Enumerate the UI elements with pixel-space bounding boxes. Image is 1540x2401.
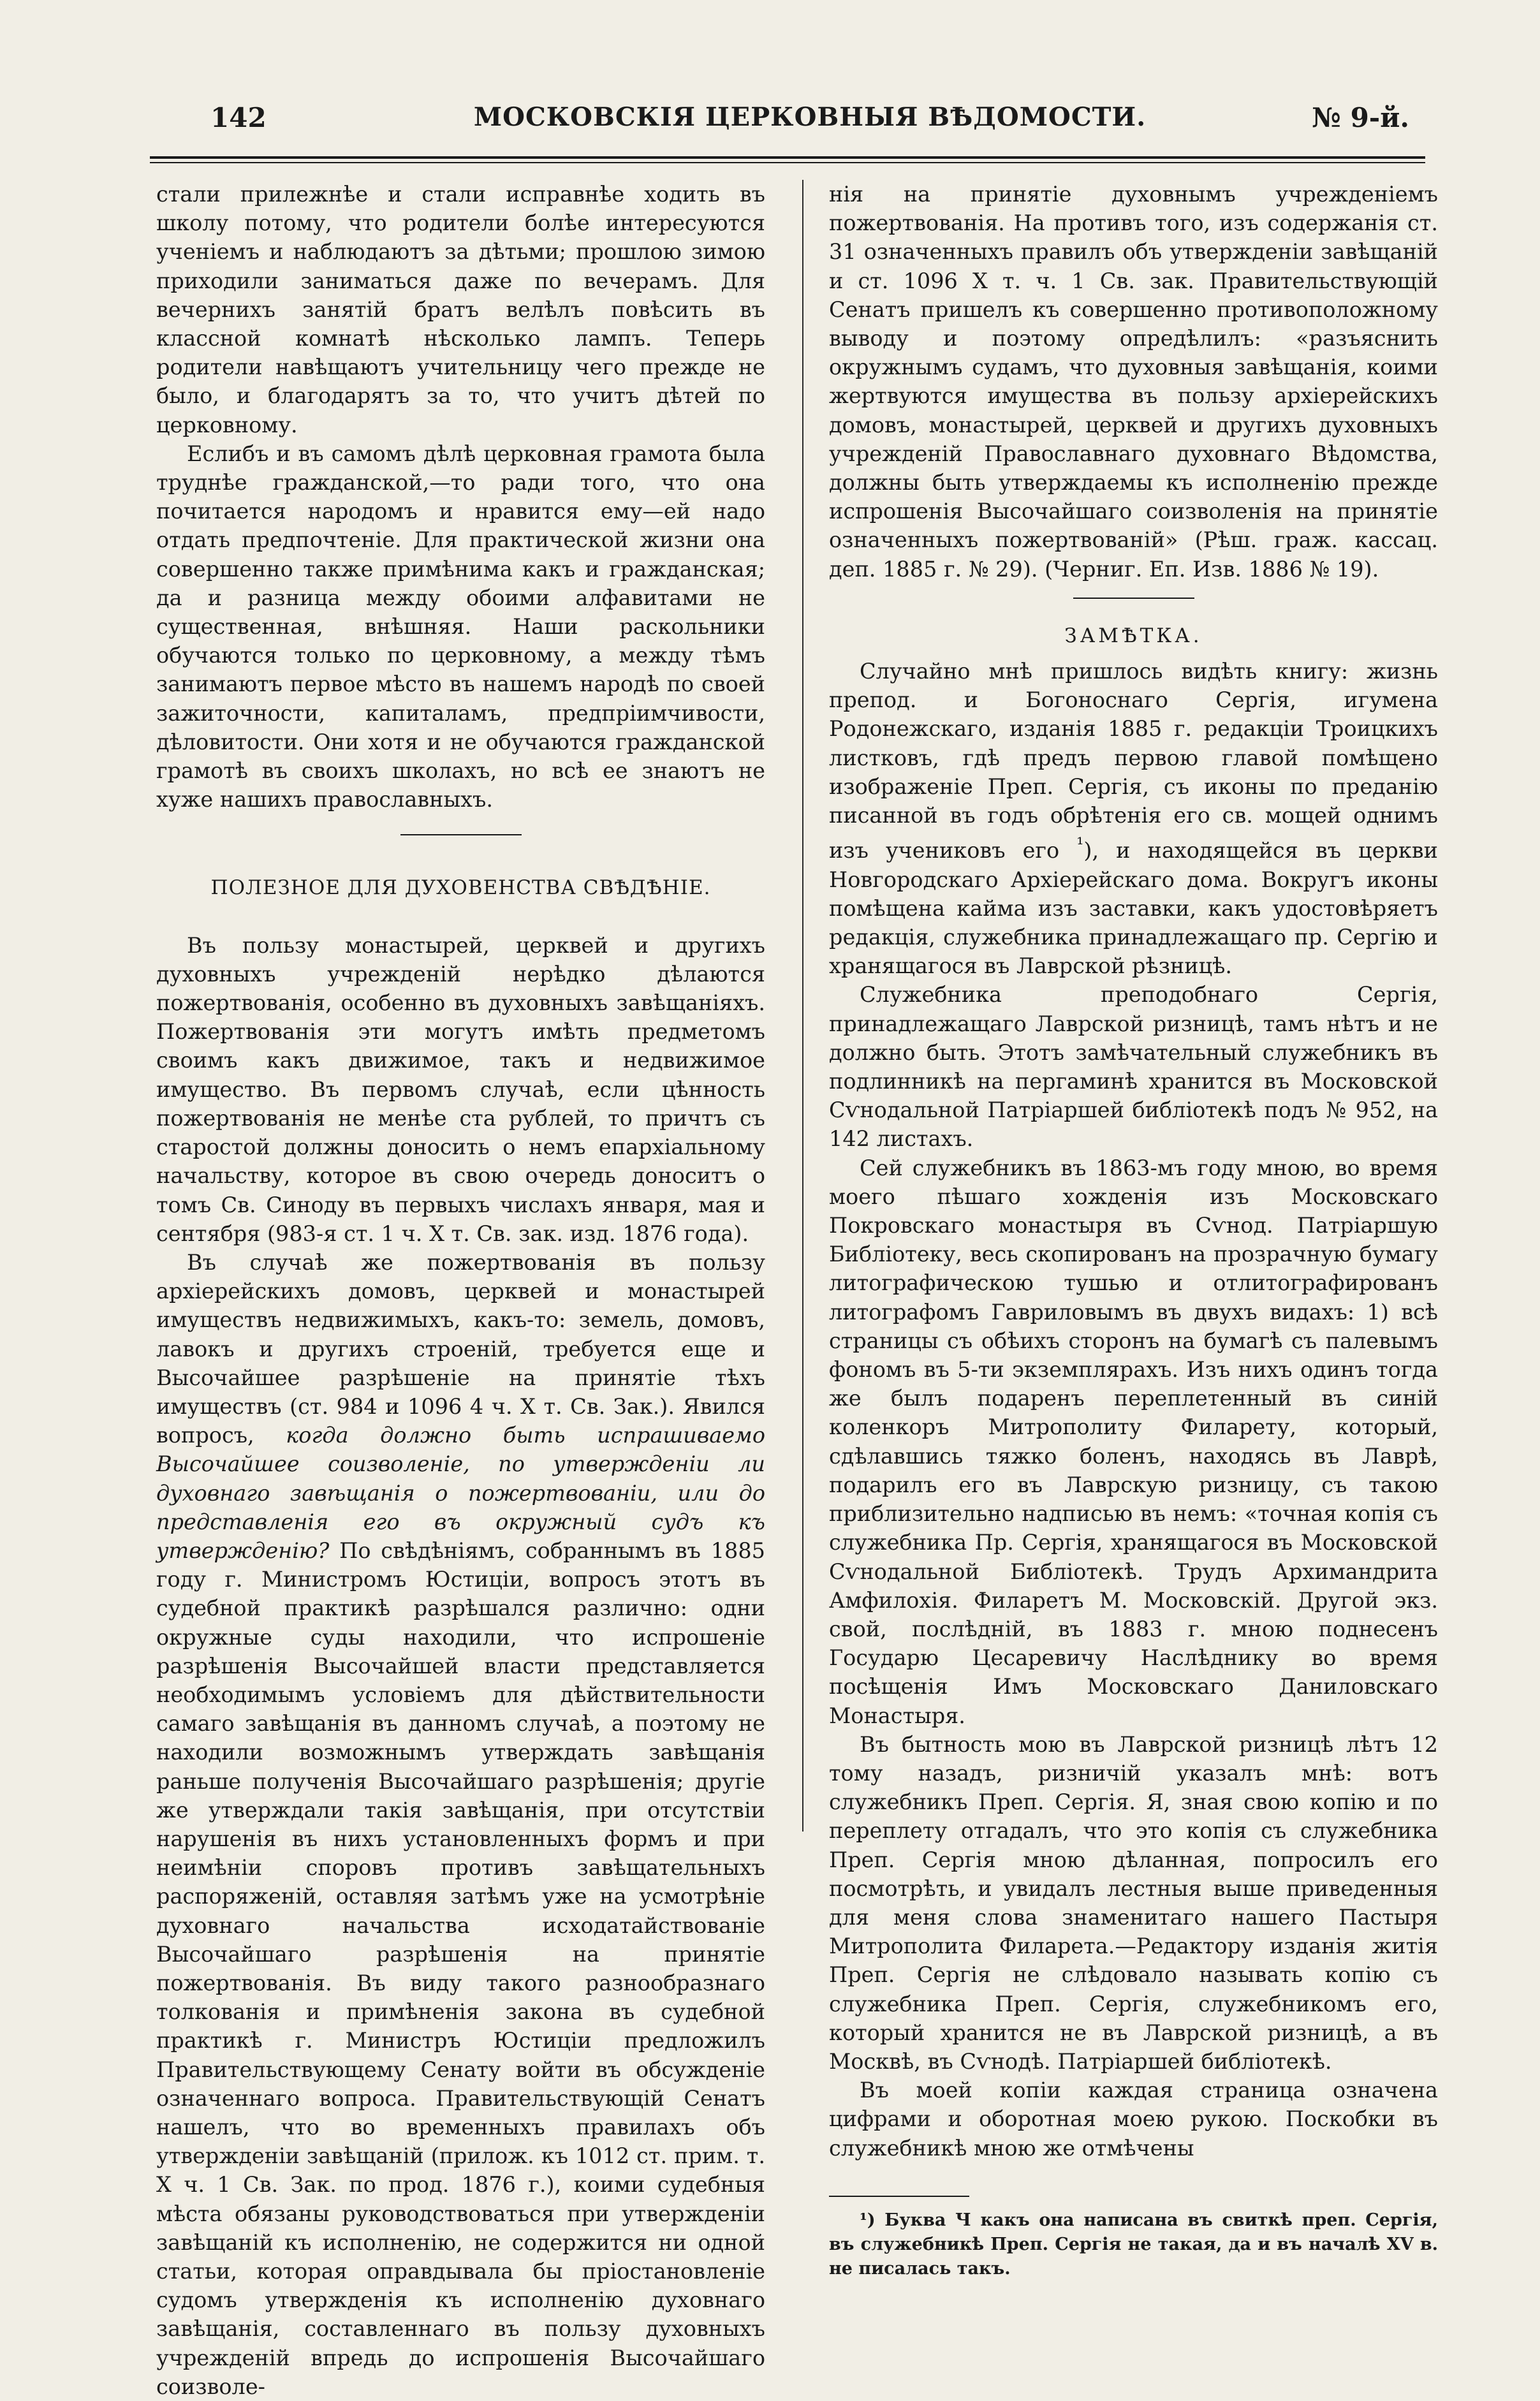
italic-question: когда должно быть испрашиваемо Высочайшее соизволеніе, по утвержденіи ли духовнаго завѣщанія о пожертвованіи, или до представленія его въ окружный судъ къ утвержденію?: [156, 1423, 765, 1563]
section-heading: ЗАМѢТКА.: [1064, 624, 1203, 647]
header-rule-thin: [150, 162, 1425, 163]
section-separator: [1073, 598, 1194, 599]
right-column: [829, 180, 1438, 2281]
paragraph: стали прилежнѣе и стали исправнѣе ходить въ школу потому, что родители болѣе интересуются ученіемъ и наблюдаютъ за дѣтьми; прошлою зимою приходили заниматься даже по вечерамъ. Для вечернихъ занятій братъ велѣлъ повѣсить въ классной комнатѣ нѣсколько лампъ. Теперь родители навѣщаютъ учительницу чего прежде не было, и благодарятъ за то, что учитъ дѣтей по церковному.: [156, 182, 765, 437]
footnote-rule: [829, 2196, 969, 2197]
paragraph: Сей служебникъ въ 1863-мъ году мною, во время моего пѣшаго хожденія изъ Московскаго Покровскаго монастыря въ Сѵнод. Патріаршую Библіотеку, весь скопированъ на прозрачную бумагу литографическою тушью и отлитографированъ литографомъ Гавриловымъ въ двухъ видахъ: 1) всѣ страницы съ обѣихъ сторонъ на бумагѣ съ палевымъ фономъ въ 5-ти экземплярахъ. Изъ нихъ одинъ тогда же былъ подаренъ переплетенный въ синій коленкоръ Митрополиту Филарету, который, сдѣлавшись тяжко боленъ, находясь въ Лаврѣ, подарилъ его въ Лаврскую ризницу, съ такою приблизительно надписью въ немъ: «точная копія съ служебника Пр. Сергія, хранящагося въ Московской Сѵнодальной Библіотекѣ. Трудъ Архимандрита Амфилохія. Филаретъ М. Московскій. Другой экз. свой, послѣдній, въ 1883 г. мною поднесенъ Государю Цесаревичу Наслѣднику во время посѣщенія Имъ Московскаго Даниловскаго Монастыря.: [829, 1155, 1438, 1728]
paragraph: Служебника преподобнаго Сергія, принадлежащаго Лаврской ризницѣ, тамъ нѣтъ и не должно быть. Этотъ замѣчательный служебникъ въ подлинникѣ на пергаминѣ хранится въ Московской Сѵнодальной Патріаршей библіотекѣ подъ № 952, на 142 листахъ.: [829, 982, 1438, 1152]
paragraph: Еслибъ и въ самомъ дѣлѣ церковная грамота была труднѣе гражданской,—то ради того, что она почитается народомъ и нравится ему—ей надо отдать предпочтеніе. Для практической жизни она совершенно также примѣнима какъ и гражданская; да и разница между обоими алфавитами не существенная, внѣшняя. Наши раскольники обучаются только по церковному, а между тѣмъ занимаютъ первое мѣсто въ нашемъ народѣ по своей зажиточности, капиталамъ, предпріимчивости, дѣловитости. Они хотя и не обучаются гражданской грамотѣ въ своихъ школахъ, но всѣ ее знаютъ не хуже нашихъ православныхъ.: [156, 441, 765, 812]
footnote-ref: ¹: [1076, 833, 1084, 855]
section-heading: ПОЛЕЗНОЕ ДЛЯ ДУХОВЕНСТВА СВѢДѢНІЕ.: [210, 876, 711, 900]
text-run: Въ случаѣ же пожертвованія въ пользу архіерейскихъ домовъ, церквей и монастырей имуществъ недвижимыхъ, какъ-то: земель, домовъ, лавокъ и другихъ строеній, требуется еще и Высочайшее разрѣшеніе на принятіе тѣхъ имуществъ (ст. 984 и 1096 4 ч. X т. Св. Зак.). Явился вопросъ,: [156, 1249, 765, 1448]
header-rule-thick: [150, 156, 1425, 159]
text-run: Случайно мнѣ пришлось видѣть книгу: жизнь препод. и Богоноснаго Сергія, игумена Родонежскаго, изданія 1885 г. редакціи Троицкихъ листковъ, гдѣ предъ первою главой помѣщено изображеніе Преп. Сергія, съ иконы по преданію писанной въ годъ обрѣтенія его св. мощей однимъ изъ учениковъ его: [829, 659, 1438, 863]
left-column: [156, 180, 765, 2401]
section-separator: [400, 834, 522, 835]
paragraph: [156, 1248, 765, 2401]
paragraph: Въ моей копіи каждая страница означена цифрами и оборотная моею рукою. Поскобки въ служебникѣ мною же отмѣчены: [829, 2078, 1438, 2161]
text-run: По свѣдѣніямъ, собраннымъ въ 1885 году г. Министромъ Юстиціи, вопросъ этотъ въ судебной практикѣ разрѣшался различно: одни окружные суды находили, что испрошеніе разрѣшенія Высочайшей власти представляется необходимымъ условіемъ для дѣйствительности самаго завѣщанія въ данномъ случаѣ, а поэтому не находили возможнымъ утверждать завѣщанія раньше полученія Высочайшаго разрѣшенія; другіе же утверждали такія завѣщанія, при отсутствіи нарушенія въ нихъ установленныхъ формъ и при неимѣніи споровъ противъ завѣщательныхъ распоряженій, оставляя затѣмъ уже на усмотрѣніе духовнаго начальства исходатайствованіе Высочайшаго разрѣшенія на принятіе пожертвованія. Въ виду такого разнообразнаго толкованія и примѣненія закона въ судебной практикѣ г. Министръ Юстиціи предложилъ Правительствующему Сенату войти въ обсужденіе означеннаго вопроса. Правительствующій Сенатъ нашелъ, что во временныхъ правилахъ объ утвержденіи завѣщаній (прилож. къ 1012 ст. прим. т. X ч. 1 Св. Зак. по прод. 1876 г.), коими судебныя мѣста обязаны руководствоваться при утвержденіи завѣщаній къ исполненію, не содержится ни одной статьи, которая оправдывала бы пріостановленіе судомъ утвержденія къ исполненію духовнаго завѣщанія, составленнаго въ пользу духовныхъ учрежденій впредь до испрошенія Высочайшаго соизволе-: [156, 1538, 765, 2399]
paragraph: [829, 657, 1438, 980]
column-divider: [802, 180, 803, 1832]
text-run: ), и находящейся въ церкви Новгородскаго Архіерейскаго дома. Вокругъ иконы помѣщена кайма изъ заставки, какъ удостовѣряетъ редакція, служебника принадлежащаго пр. Сергію и хранящагося въ Лаврской рѣзницѣ.: [829, 838, 1438, 979]
running-title: МОСКОВСКІЯ ЦЕРКОВНЫЯ ВѢДОМОСТИ.: [473, 102, 1147, 132]
paragraph: Въ пользу монастырей, церквей и другихъ духовныхъ учрежденій нерѣдко дѣлаются пожертвованія, особенно въ духовныхъ завѣщаніяхъ. Пожертвованія эти могутъ имѣть предметомъ своимъ какъ движимое, такъ и недвижимое имущество. Въ первомъ случаѣ, если цѣнность пожертвованія не менѣе ста рублей, то причтъ съ старостой должны доносить о немъ епархіальному начальству, которое въ свою очередь доноситъ о томъ Св. Синоду въ первыхъ числахъ января, мая и сентября (983-я ст. 1 ч. X т. Св. зак. изд. 1876 года).: [156, 932, 765, 1246]
page-number: 142: [210, 102, 267, 133]
paragraph: нія на принятіе духовнымъ учрежденіемъ пожертвованія. На противъ того, изъ содержанія ст. 31 означенныхъ правилъ объ утвержденіи завѣщаній и ст. 1096 X т. ч. 1 Св. зак. Правительствующій Сенатъ пришелъ къ совершенно противоположному выводу и поэтому опредѣлилъ: «разъяснить окружнымъ судамъ, что духовныя завѣщанія, коими жертвуются имущества въ пользу архіерейскихъ домовъ, монастырей, церквей и другихъ духовныхъ учрежденій Православнаго духовнаго Вѣдомства, должны быть утверждаемы къ исполненію прежде испрошенія Высочайшаго соизволенія на принятіе означенныхъ пожертвованій» (Рѣш. граж. кассац. деп. 1885 г. № 29). (Черниг. Еп. Изв. 1886 № 19).: [829, 182, 1438, 582]
paragraph: Въ бытность мою въ Лаврской ризницѣ лѣтъ 12 тому назадъ, ризничій указалъ мнѣ: вотъ служебникъ Преп. Сергія. Я, зная свою копію и по переплету отгадалъ, что это копія съ служебника Преп. Сергія мною дѣланная, попросилъ его посмотрѣть, и увидалъ лестныя выше приведенныя для меня слова знаменитаго нашего Пастыря Митрополита Филарета.—Редактору изданія житія Преп. Сергія не слѣдовало называть копію съ служебника Преп. Сергія, служебникомъ его, который хранится не въ Лаврской ризницѣ, а въ Москвѣ, въ Сѵнодѣ. Патріаршей библіотекѣ.: [829, 1731, 1438, 2074]
page-header: [210, 102, 1409, 140]
issue-number: № 9-й.: [1312, 102, 1409, 133]
footnote: ¹) Буква Ч какъ она написана въ свиткѣ преп. Сергія, въ служебникѣ Преп. Сергія не такая, да и въ началѣ XV в. не писалась такъ.: [829, 2210, 1438, 2279]
